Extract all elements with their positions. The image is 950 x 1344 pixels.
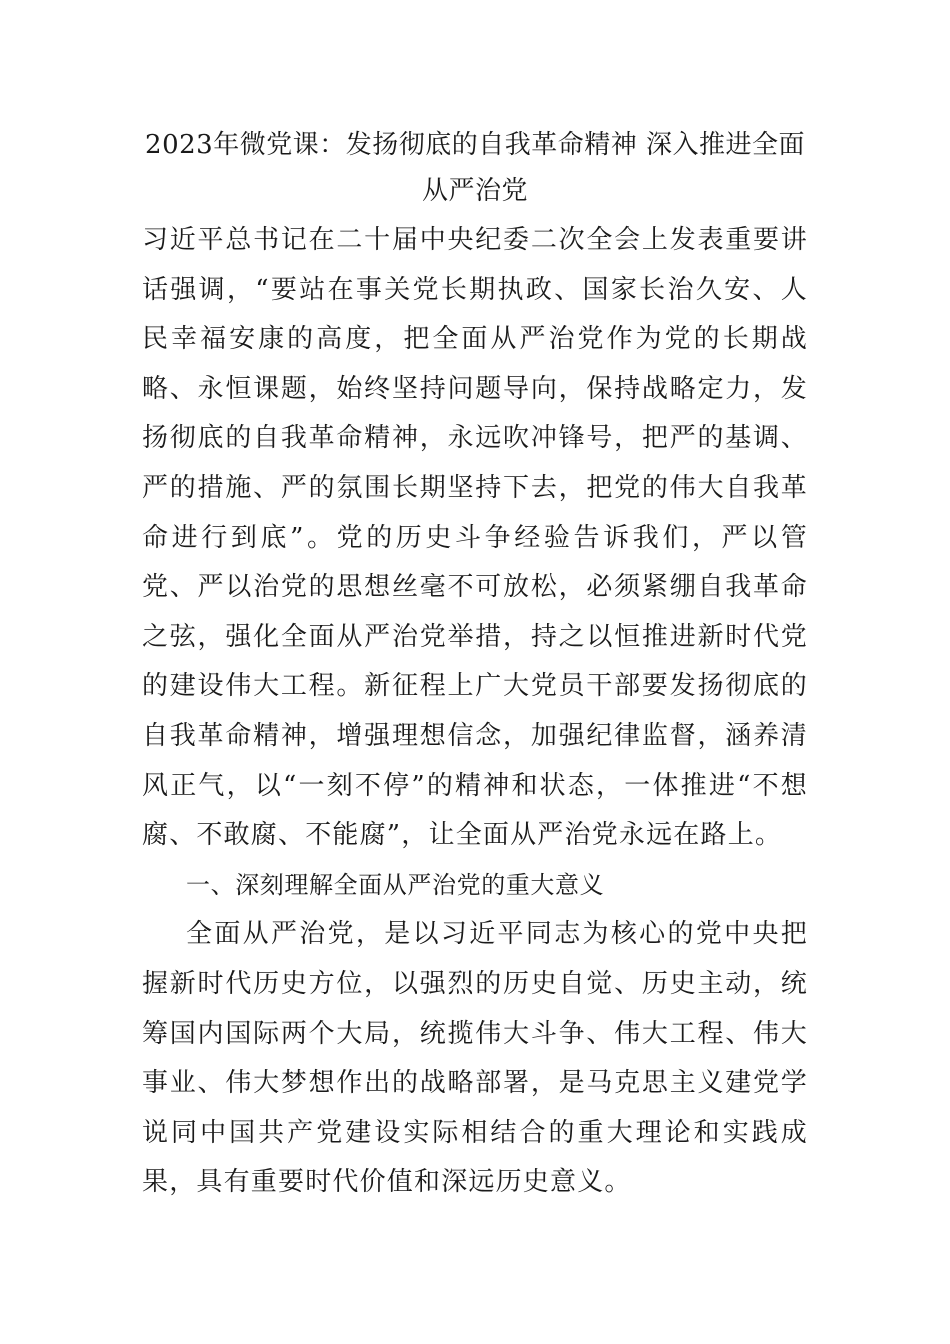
document-body: [142, 122, 808, 1208]
section-paragraph: 全面从严治党，是以习近平同志为核心的党中央把握新时代历史方位，以强烈的历史自觉、历史主动，统筹国内国际两个大局，统揽伟大斗争、伟大工程、伟大事业、伟大梦想作出的战略部署，是马克思主义建党学说同中国共产党建设实际相结合的重大理论和实践成果，具有重要时代价值和深远历史意义。: [142, 919, 808, 1198]
document-title: 2023年微党课：发扬彻底的自我革命精神 深入推进全面从严治党: [145, 130, 805, 206]
section-heading: 一、深刻理解全面从严治党的重大意义: [186, 870, 605, 899]
intro-paragraph: 习近平总书记在二十届中央纪委二次全会上发表重要讲话强调，“要站在事关党长期执政、国家长治久安、人民幸福安康的高度，把全面从严治党作为党的长期战略、永恒课题，始终坚持问题导向，保持战略定力，发扬彻底的自我革命精神，永远吹冲锋号，把严的基调、严的措施、严的氛围长期坚持下去，把党的伟大自我革命进行到底”。党的历史斗争经验告诉我们，严以管党、严以治党的思想丝毫不可放松，必须紧绷自我革命之弦，强化全面从严治党举措，持之以恒推进新时代党的建设伟大工程。新征程上广大党员干部要发扬彻底的自我革命精神，增强理想信念，加强纪律监督，涵养清风正气，以“一刻不停”的精神和状态，一体推进“不想腐、不敢腐、不能腐”，让全面从严治党永远在路上。: [142, 225, 808, 851]
